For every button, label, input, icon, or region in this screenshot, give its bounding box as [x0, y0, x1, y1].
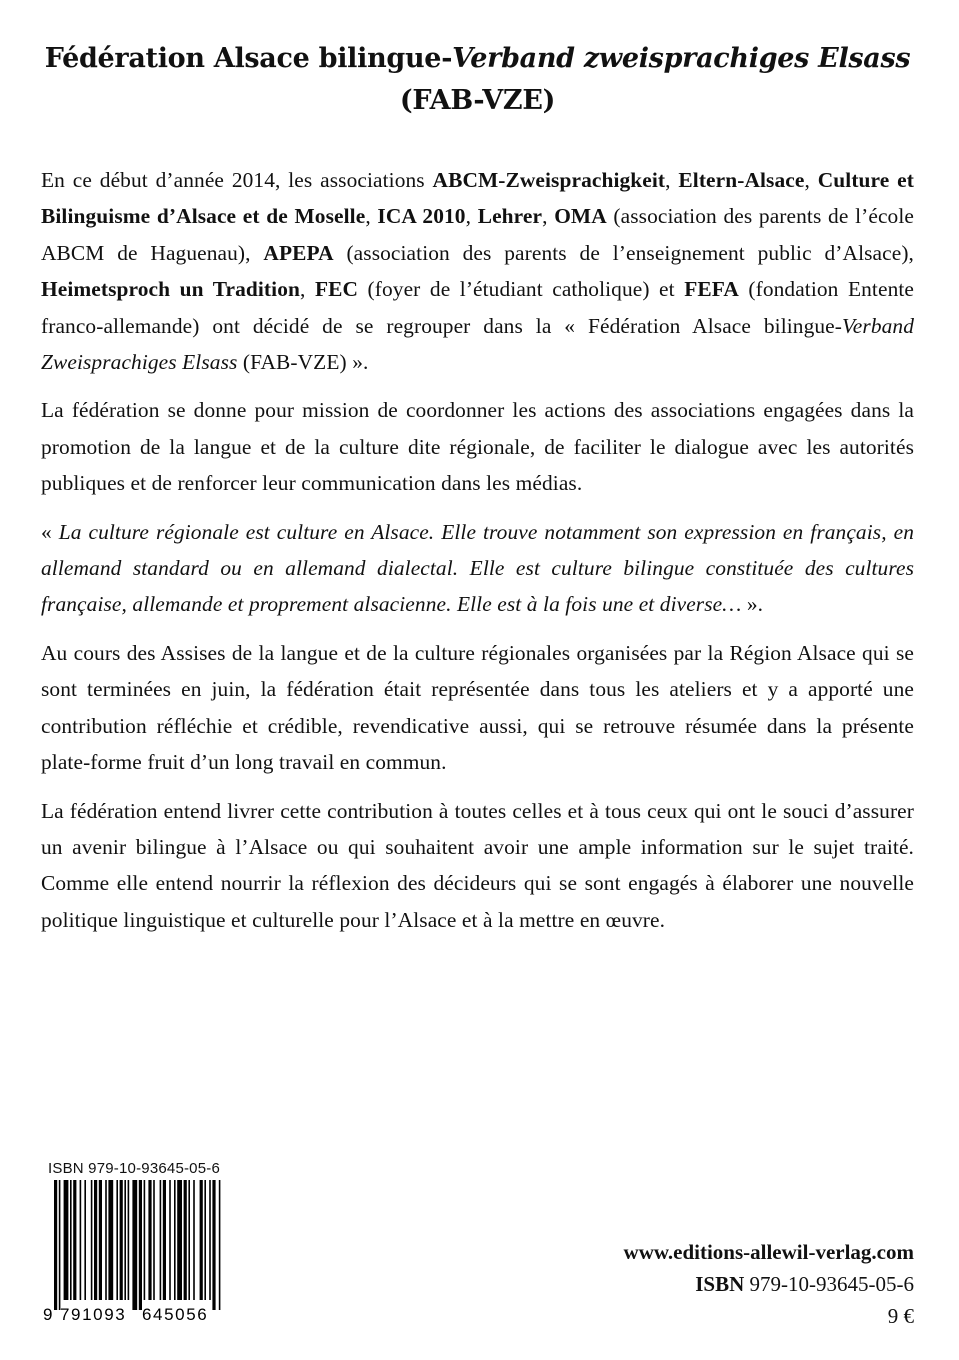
isbn-barcode: [42, 1160, 226, 1326]
barcode-bar: [64, 1180, 69, 1300]
footer-isbn-label: ISBN: [695, 1272, 745, 1296]
barcode-bar: [84, 1180, 86, 1300]
barcode-bar: [99, 1180, 102, 1300]
barcode-bar: [94, 1180, 97, 1300]
org-name: Heimetsproch un Tradition: [41, 277, 300, 302]
barcode-bar: [108, 1180, 113, 1300]
barcode-bar: [73, 1180, 76, 1300]
text-run: ,: [665, 168, 679, 192]
barcode-bar: [105, 1180, 107, 1300]
barcode-bar: [204, 1180, 206, 1300]
org-name: ICA 2010: [377, 204, 466, 229]
quote-text: La culture régionale est culture en Alsace. Elle trouve notamment son expression en français, en allemand standard ou en allemand dialectal. Elle est culture bilingue constituée des cultures française, allemande et proprement alsacienne. Elle est à la fois une et diverse…: [41, 519, 914, 617]
paragraph-4: Au cours des Assises de la langue et de la culture régionales organisées par la Région Alsace qui se sont terminées en juin, la fédération était représentée dans tous les ateliers et y a apporté une contribution réfléchie et crédible, revendicative aussi, qui se retrouve résumée dans la présente plate-forme fruit d’un long travail en commun.: [41, 640, 914, 775]
barcode-bar: [219, 1180, 221, 1310]
footer-isbn-value: 979-10-93645-05-6: [744, 1272, 914, 1296]
org-name: Culture et Bilinguisme d’Alsace et de Moselle: [41, 168, 914, 229]
paragraph-5: La fédération entend livrer cette contribution à toutes celles et à tous ceux qui ont le souci d’assurer un avenir bilingue à l’Alsace ou qui souhaitent avoir une ample information sur le sujet traité. Comme elle entend nourrir la réflexion des décideurs qui se sont engagés à élaborer une nouvelle politique linguistique et culturelle pour l’Alsace et à la mettre en œuvre.: [41, 798, 914, 932]
text-run: ,: [804, 168, 818, 192]
barcode-bar: [148, 1180, 151, 1300]
text-run: (fondation Entente franco-allemande) ont décidé de se regrouper dans la « Fédération Alsace bilingue-: [41, 277, 915, 338]
barcode-bar: [153, 1180, 155, 1300]
text-run: (association des parents de l’école ABCM de Haguenau),: [41, 204, 914, 265]
footer-isbn: [624, 1268, 914, 1300]
barcode-bars: [42, 1180, 226, 1326]
title-italic: Verband zweisprachiges Elsass: [452, 43, 911, 74]
barcode-bar: [120, 1180, 123, 1300]
publisher-footer: [624, 1236, 914, 1332]
barcode-bar: [144, 1180, 146, 1300]
barcode-bar: [193, 1180, 195, 1300]
org-name: FEC: [314, 277, 359, 302]
barcode-bar: [200, 1180, 203, 1300]
org-name: Eltern-Alsace: [678, 168, 805, 192]
org-name: OMA: [554, 204, 607, 229]
org-name: APEPA: [263, 240, 334, 265]
barcode-bar: [80, 1180, 82, 1300]
text-run: ,: [465, 204, 478, 229]
barcode-digits-right: 645056: [142, 1305, 209, 1324]
barcode-bar: [174, 1180, 176, 1300]
org-name: FEFA: [684, 277, 739, 302]
barcode-isbn-text: ISBN 979-10-93645-05-6: [48, 1160, 221, 1177]
barcode-bar: [54, 1180, 57, 1310]
book-title: [40, 38, 915, 122]
text-run: ,: [365, 204, 378, 229]
barcode-bar: [59, 1180, 61, 1310]
paragraph-3-quote: [41, 514, 914, 623]
barcode-bar: [128, 1180, 130, 1300]
barcode-bar: [160, 1180, 162, 1300]
publisher-url[interactable]: www.editions-allewil-verlag.com: [623, 1240, 914, 1264]
barcode-bar: [70, 1180, 72, 1300]
title-line-1: [40, 38, 915, 80]
barcode-bar: [91, 1180, 93, 1300]
title-line-2: (FAB-VZE): [399, 85, 556, 116]
text-run: (association des parents de l’enseignement public d’Alsace),: [333, 240, 914, 265]
barcode-bar: [184, 1180, 187, 1300]
org-name: Lehrer: [477, 204, 543, 229]
price: 9 €: [887, 1304, 914, 1328]
text-run: ,: [542, 204, 555, 229]
paragraph-1: [41, 162, 914, 380]
barcode-bar: [188, 1180, 190, 1300]
barcode-bar: [177, 1180, 182, 1300]
barcode-bar: [139, 1180, 142, 1310]
barcode-bar: [124, 1180, 126, 1300]
barcode-bar: [209, 1180, 211, 1300]
barcode-digit-first: 9: [43, 1305, 53, 1324]
back-cover-text: [41, 162, 914, 950]
text-run: (foyer de l’étudiant catholique) et: [358, 277, 685, 302]
barcode-bar: [169, 1180, 171, 1300]
barcode-bar: [116, 1180, 118, 1300]
text-run: En ce début d’année 2014, les associations: [41, 168, 433, 192]
quote-close: ».: [741, 592, 764, 617]
text-run: (FAB-VZE) ».: [237, 350, 369, 375]
italic-run: Verband Zweisprachiges Elsass: [41, 313, 914, 375]
barcode-digits-left: 791093: [60, 1305, 127, 1324]
paragraph-2: La fédération se donne pour mission de coordonner les actions des associations engagées dans la promotion de la langue et de la culture dite régionale, de faciliter le dialogue avec les autorités publiques et de renforcer leur communication dans les médias.: [41, 398, 914, 496]
quote-open: «: [41, 519, 59, 544]
barcode-bar: [163, 1180, 166, 1300]
text-run: ,: [300, 277, 315, 302]
org-name: ABCM-Zweisprachigkeit: [432, 168, 666, 192]
barcode-bar: [132, 1180, 137, 1310]
title-regular: Fédération Alsace bilingue-: [44, 43, 453, 74]
barcode-bar: [212, 1180, 215, 1310]
